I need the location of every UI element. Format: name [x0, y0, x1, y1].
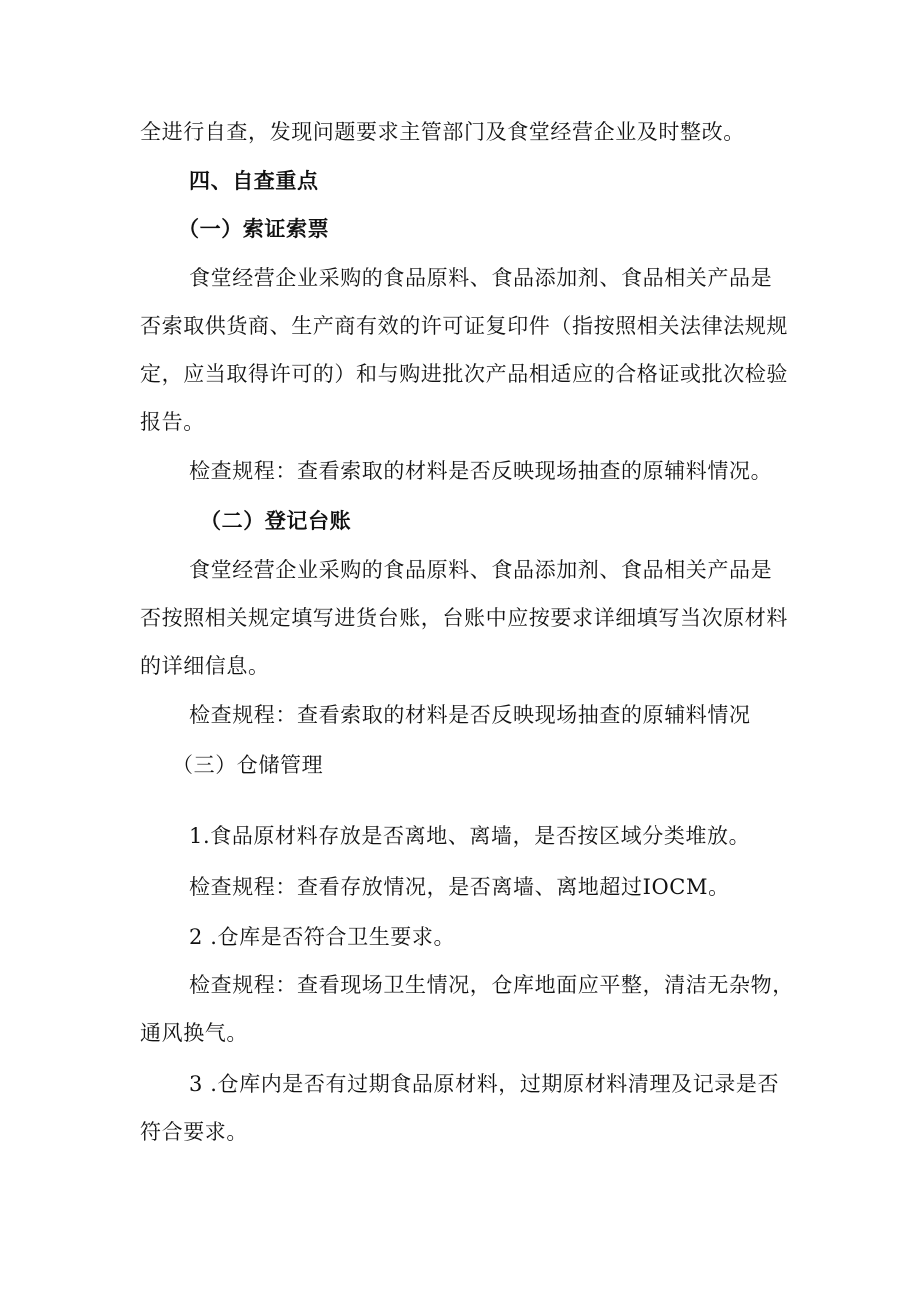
paragraph-line: 否索取供货商、生产商有效的许可证复印件（指按照相关法律法规规 [140, 314, 788, 338]
list-item: 3 .仓库内是否有过期食品原材料，过期原材料清理及记录是否 [189, 1072, 780, 1096]
paragraph-line: 定，应当取得许可的）和与购进批次产品相适应的合格证或批次检验 [140, 362, 788, 386]
paragraph-line: 食堂经营企业采购的食品原料、食品添加剂、食品相关产品是 [189, 266, 773, 290]
paragraph-line: 否按照相关规定填写进货台账，台账中应按要求详细填写当次原材料 [140, 606, 788, 630]
subsection-heading: （三）仓储管理 [172, 753, 324, 777]
section-heading: 四、自查重点 [189, 169, 319, 193]
paragraph-line: 食堂经营企业采购的食品原料、食品添加剂、食品相关产品是 [189, 558, 773, 582]
list-item: 2 .仓库是否符合卫生要求。 [189, 925, 456, 949]
list-item: 1.食品原材料存放是否离地、离墙，是否按区域分类堆放。 [189, 824, 751, 848]
subsection-heading: （一）索证索票 [178, 217, 330, 241]
paragraph-line: 符合要求。 [140, 1120, 248, 1144]
inspection-rule: 检查规程：查看存放情况，是否离墙、离地超过IOCM。 [189, 875, 730, 899]
paragraph-line: 全进行自查，发现问题要求主管部门及食堂经营企业及时整改。 [140, 120, 745, 144]
paragraph-line: 通风换气。 [140, 1021, 248, 1045]
inspection-rule: 检查规程：查看现场卫生情况，仓库地面应平整，清洁无杂物， [189, 973, 794, 997]
subsection-heading: （二）登记台账 [200, 509, 352, 533]
paragraph-line: 报告。 [140, 410, 205, 434]
inspection-rule: 检查规程：查看索取的材料是否反映现场抽查的原辅料情况。 [189, 459, 773, 483]
paragraph-line: 的详细信息。 [140, 654, 270, 678]
inspection-rule: 检查规程：查看索取的材料是否反映现场抽查的原辅料情况 [189, 703, 751, 727]
